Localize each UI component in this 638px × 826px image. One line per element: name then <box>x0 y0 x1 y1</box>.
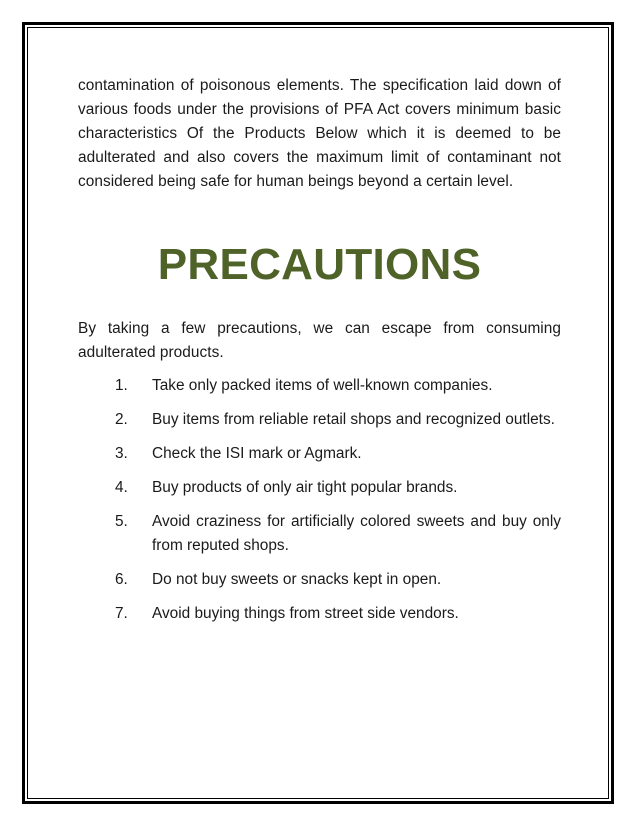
intro-paragraph: By taking a few precautions, we can escape from consuming adulterated products. <box>78 320 561 361</box>
list-item-number: 1. <box>115 377 128 394</box>
precautions-list <box>78 374 561 626</box>
list-item-number: 2. <box>115 411 128 428</box>
list-item-text: Avoid buying things from street side vendors. <box>152 605 459 622</box>
list-item-number: 6. <box>115 571 128 588</box>
opening-paragraph: contamination of poisonous elements. The specification laid down of various foods under the provisions of PFA Act covers minimum basic characteristics Of the Products Below which it is deemed to be adulterated and also covers the maximum limit of contaminant not considered being safe for human beings beyond a certain level. <box>78 77 561 190</box>
list-item-text: Avoid craziness for artificially colored sweets and buy only from reputed shops. <box>152 513 561 554</box>
list-item <box>78 602 561 626</box>
list-item <box>78 442 561 466</box>
page-title: PRECAUTIONS <box>157 240 482 289</box>
list-item-text: Buy products of only air tight popular brands. <box>152 479 458 496</box>
list-item-text: Check the ISI mark or Agmark. <box>152 445 362 462</box>
page-content <box>78 74 561 636</box>
list-item-text: Buy items from reliable retail shops and recognized outlets. <box>152 411 555 428</box>
list-item <box>78 510 561 558</box>
list-item <box>78 408 561 432</box>
list-item <box>78 476 561 500</box>
list-item-text: Take only packed items of well-known companies. <box>152 377 493 394</box>
list-item <box>78 374 561 398</box>
list-item-text: Do not buy sweets or snacks kept in open. <box>152 571 442 588</box>
list-item-number: 3. <box>115 445 128 462</box>
list-item-number: 4. <box>115 479 128 496</box>
list-item-number: 7. <box>115 605 128 622</box>
list-item <box>78 568 561 592</box>
list-item-number: 5. <box>115 513 128 530</box>
